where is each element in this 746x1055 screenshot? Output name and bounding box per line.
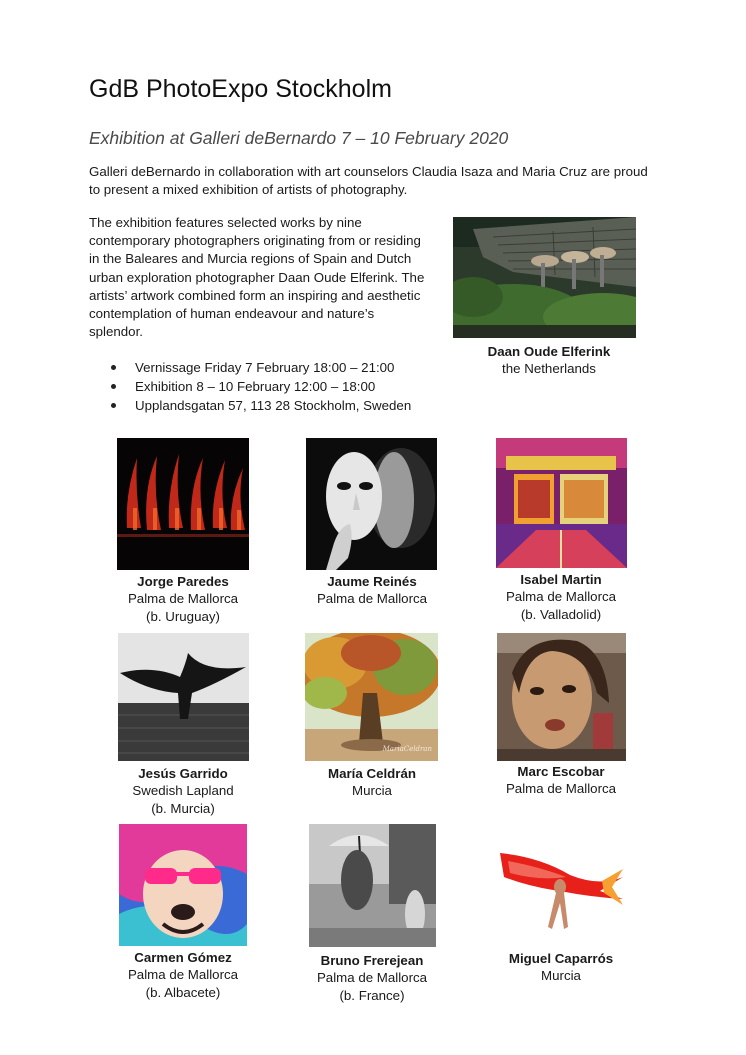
featured-photo-ruin — [453, 217, 636, 338]
artist-name: Marc Escobar — [517, 764, 605, 779]
artist-location: Swedish Lapland — [132, 783, 234, 799]
artist-origin: (b. Albacete) — [145, 984, 221, 1000]
page-title: GdB PhotoExpo Stockholm — [89, 75, 392, 103]
artist-name: Jorge Paredes — [137, 574, 229, 589]
artist-origin: (b. Uruguay) — [146, 608, 220, 624]
artist-location: Palma de Mallorca — [316, 970, 428, 986]
detail-exhibition-hours: Exhibition 8 – 10 February 12:00 – 18:00 — [89, 377, 411, 396]
artist-origin: (b. France) — [339, 987, 405, 1003]
page-subtitle: Exhibition at Galleri deBernardo 7 – 10 February 2020 — [89, 128, 509, 148]
artist-name: Isabel Martin — [520, 572, 602, 587]
photo-red-dancer — [500, 847, 623, 945]
featured-artist-caption — [488, 343, 611, 378]
artist-origin: (b. Murcia) — [151, 800, 215, 816]
artist-name: Miguel Caparrós — [508, 951, 614, 966]
artist-caption-1 — [128, 573, 238, 625]
artist-location: Palma de Mallorca — [127, 591, 239, 607]
artist-location: Palma de Mallorca — [316, 591, 428, 607]
artist-caption-4 — [132, 765, 233, 817]
artist-name: Carmen Gómez — [134, 950, 232, 965]
photo-pop-art-dog — [119, 824, 247, 946]
artist-caption-2 — [317, 573, 427, 608]
detail-vernissage: Vernissage Friday 7 February 18:00 – 21:00 — [89, 358, 411, 377]
photo-colorful-shop — [496, 438, 627, 568]
photo-white-mask — [306, 438, 437, 570]
artist-name: Daan Oude Elferink — [487, 344, 611, 359]
artist-location: Palma de Mallorca — [505, 781, 617, 797]
intro-paragraph: Galleri deBernardo in collaboration with art counselors Claudia Isaza and Maria Cruz are proud to present a mixed exhibition of artists of photography. — [89, 164, 648, 198]
artist-caption-8 — [317, 952, 427, 1004]
photo-mural-face — [497, 633, 626, 761]
artist-caption-9 — [509, 950, 613, 985]
photo-autumn-tree — [305, 633, 438, 761]
photo-street-umbrella — [309, 824, 436, 947]
photo-whale-tail — [118, 633, 249, 761]
detail-address: Upplandsgatan 57, 113 28 Stockholm, Sweden — [89, 396, 411, 415]
artist-name: María Celdrán — [328, 766, 416, 781]
artist-caption-3 — [506, 571, 616, 623]
event-details-list — [89, 358, 411, 415]
artist-caption-6 — [506, 763, 616, 798]
photo-red-flames — [117, 438, 249, 570]
artist-location: Murcia — [352, 783, 392, 799]
artist-location: Palma de Mallorca — [505, 589, 617, 605]
artist-location: Murcia — [541, 968, 581, 984]
artist-origin: (b. Valladolid) — [520, 606, 602, 622]
artist-name: Bruno Frerejean — [320, 953, 424, 968]
artist-caption-5 — [328, 765, 416, 800]
artist-name: Jesús Garrido — [138, 766, 228, 781]
photo-watermark: MariaCeldran — [382, 745, 432, 753]
artist-location: Palma de Mallorca — [127, 967, 239, 983]
artist-caption-7 — [128, 949, 238, 1001]
description-paragraph: The exhibition features selected works by nine contemporary photographers originating from or residing in the Baleares and Murcia regions of Spain and Dutch urban exploration photographer Daan Oude Elferink. The artists’ artwork combined form an inspiring and aesthetic contemplation of human endeavour and nature’s splendor. — [89, 215, 425, 340]
artist-name: Jaume Reinés — [327, 574, 417, 589]
artist-location: the Netherlands — [502, 361, 596, 377]
